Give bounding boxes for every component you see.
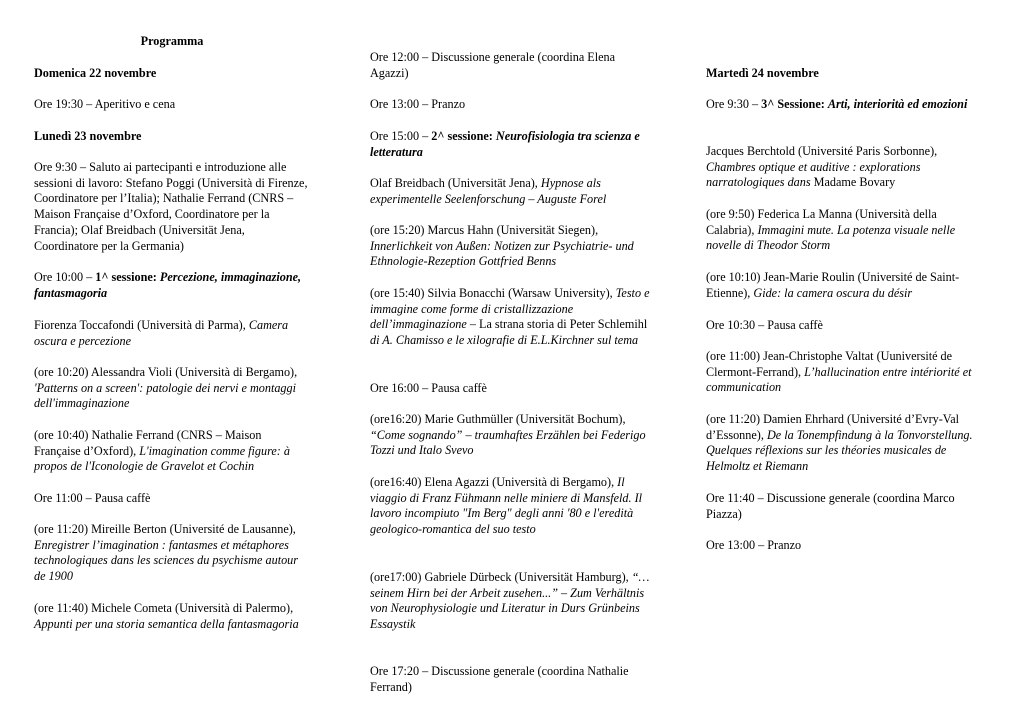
talk-title: Gide: la camera oscura du désir bbox=[753, 285, 913, 300]
agenda-item-discussion: Ore 11:40 – Discussione generale (coordina Marco Piazza) bbox=[706, 491, 955, 521]
session-title: Percezione, immaginazione, fantasmagoria bbox=[34, 270, 302, 300]
talk-speaker: (ore17:00) Gabriele Dürbeck (Universität Hamburg), bbox=[370, 570, 632, 584]
talk-title-plain: Madame Bovary bbox=[813, 175, 896, 190]
agenda-item-break: Ore 16:00 – Pausa caffè bbox=[370, 381, 487, 395]
talk-title: De la Tonempfindung à la Tonvorstellung. Quelques réflexions sur les théories musicales de Helmoltz et Riemann bbox=[706, 427, 973, 474]
talk-item bbox=[34, 318, 310, 349]
talk-title: Appunti per una storia semantica della fantasmagoria bbox=[34, 616, 299, 631]
talk-speaker: Fiorenza Toccafondi (Università di Parma), bbox=[34, 318, 249, 332]
talk-item bbox=[34, 365, 310, 412]
talk-item bbox=[34, 428, 310, 475]
talk-title: Hypnose als experimentelle Seelenforschung – Auguste Forel bbox=[370, 176, 607, 206]
talk-item bbox=[370, 570, 652, 633]
session-heading-1 bbox=[34, 270, 310, 301]
agenda-item-lunch: Ore 13:00 – Pranzo bbox=[370, 97, 466, 111]
talk-speaker: Olaf Breidbach (Universität Jena), bbox=[370, 176, 541, 190]
talk-item bbox=[706, 207, 988, 254]
talk-title: Testo e immagine come forme di cristallizzazione dell’immaginazione bbox=[370, 286, 650, 332]
talk-speaker: (ore 15:40) Silvia Bonacchi (Warsaw University), bbox=[370, 286, 616, 300]
session-title: Neurofisiologia tra scienza e letteratura bbox=[370, 129, 640, 159]
agenda-item-break: Ore 11:00 – Pausa caffè bbox=[34, 491, 151, 505]
talk-item bbox=[706, 412, 988, 475]
session-label: 1^ sessione: bbox=[95, 270, 160, 284]
talk-speaker: (ore 15:20) Marcus Hahn (Universität Siegen), bbox=[370, 223, 599, 237]
talk-title-cont: di A. Chamisso e le xilografie di E.L.Kirchner sul tema bbox=[370, 333, 639, 348]
day-heading-tuesday: Martedì 24 novembre bbox=[706, 66, 819, 80]
talk-speaker: (ore 11:20) Damien Ehrhard (Université d’Evry-Val d’Essonne), bbox=[706, 412, 960, 442]
agenda-item-discussion: Ore 12:00 – Discussione generale (coordina Elena Agazzi) bbox=[370, 50, 616, 80]
talk-item bbox=[706, 349, 988, 396]
talk-title: Enregistrer l’imagination : fantasmes et métaphores technologiques dans les sciences du psychisme autour de 1900 bbox=[34, 537, 299, 584]
session-time: Ore 10:00 – bbox=[34, 270, 96, 284]
agenda-item-welcome: Ore 9:30 – Saluto ai partecipanti e introduzione alle sessioni di lavoro: Stefano Poggi (Università di Firenze, Coordinatore per l’Italia); Nathalie Ferrand (CNRS – Maison Française d’Oxford, Coordinatore per la Francia); Olaf Breidbach (Universität Jena, Coordinatore per la Germania) bbox=[34, 160, 308, 253]
talk-title: L'imagination comme figure: à propos de l'Iconologie de Gravelot et Cochin bbox=[34, 443, 291, 474]
talk-title: Immagini mute. La potenza visuale nelle novelle di Theodor Storm bbox=[706, 222, 956, 253]
talk-title: Camera oscura e percezione bbox=[34, 318, 289, 348]
agenda-item-break: Ore 10:30 – Pausa caffè bbox=[706, 318, 823, 332]
talk-speaker: Jacques Berchtold (Université Paris Sorbonne), bbox=[706, 144, 938, 158]
talk-speaker: (ore16:20) Marie Guthmüller (Universität Bochum), bbox=[370, 412, 626, 426]
talk-title: Chambres optique et auditive : explorations narratologiques dans bbox=[706, 159, 921, 190]
agenda-item-lunch: Ore 13:00 – Pranzo bbox=[706, 538, 802, 552]
day-heading-monday: Lunedì 23 novembre bbox=[34, 129, 142, 143]
session-label: 3^ Sessione: bbox=[761, 97, 828, 111]
talk-item bbox=[370, 286, 652, 349]
session-time: Ore 15:00 – bbox=[370, 129, 432, 143]
talk-title: Il viaggio di Franz Fühmann nelle miniere di Mansfeld. Il lavoro incompiuto "Im Berg" degli anni '80 e l'eredità geologico-romantica del suo testo bbox=[370, 475, 643, 537]
talk-title: Innerlichkeit von Außen: Notizen zur Psychiatrie- und Ethnologie-Rezeption Gottfried Benns bbox=[370, 238, 634, 269]
talk-item bbox=[370, 223, 652, 270]
talk-item bbox=[370, 176, 652, 207]
program-title: Programma bbox=[140, 34, 204, 48]
talk-item bbox=[370, 412, 652, 459]
talk-item bbox=[34, 601, 310, 632]
agenda-item-discussion: Ore 17:20 – Discussione generale (coordina Nathalie Ferrand) bbox=[370, 664, 629, 694]
talk-speaker: (ore 9:50) Federica La Manna (Università della Calabria), bbox=[706, 207, 937, 237]
talk-item bbox=[706, 144, 988, 191]
session-heading-2 bbox=[370, 129, 652, 160]
talk-item bbox=[34, 522, 310, 585]
talk-title: L’hallucination entre intériorité et communication bbox=[706, 364, 972, 395]
talk-speaker: (ore 10:20) Alessandra Violi (Università di Bergamo), bbox=[34, 365, 298, 379]
talk-speaker: (ore 11:40) Michele Cometa (Università di Palermo), bbox=[34, 601, 294, 615]
session-heading-3 bbox=[706, 97, 988, 113]
talk-item bbox=[370, 475, 652, 538]
talk-speaker: (ore16:40) Elena Agazzi (Università di Bergamo), bbox=[370, 475, 618, 489]
talk-title: “…seinem Hirn bei der Arbeit zusehen...” – Zum Verhältnis von Neurophysiologie und Literatur in Durs Grünbeins Essaystik bbox=[370, 570, 650, 632]
talk-speaker: (ore 11:20) Mireille Berton (Université de Lausanne), bbox=[34, 522, 296, 536]
session-label: 2^ sessione: bbox=[431, 129, 496, 143]
talk-title: “Come sognando” – traumhaftes Erzählen bei Federigo Tozzi und Italo Svevo bbox=[370, 427, 646, 458]
talk-speaker: (ore 10:40) Nathalie Ferrand (CNRS – Maison Française d’Oxford), bbox=[34, 428, 262, 458]
talk-title-plain: – La strana storia di Peter Schlemihl bbox=[466, 317, 648, 332]
session-time: Ore 9:30 – bbox=[706, 97, 762, 111]
agenda-item: Ore 19:30 – Aperitivo e cena bbox=[34, 97, 176, 111]
day-heading-sunday: Domenica 22 novembre bbox=[34, 66, 157, 80]
talk-item bbox=[706, 270, 988, 301]
session-title: Arti, interiorità ed emozioni bbox=[827, 97, 968, 111]
talk-title: 'Patterns on a screen': patologie dei nervi e montaggi dell'immaginazione bbox=[34, 380, 297, 411]
talk-speaker: (ore 10:10) Jean-Marie Roulin (Université de Saint-Etienne), bbox=[706, 270, 960, 300]
talk-speaker: (ore 11:00) Jean-Christophe Valtat (Uuniversité de Clermont-Ferrand), bbox=[706, 349, 953, 379]
